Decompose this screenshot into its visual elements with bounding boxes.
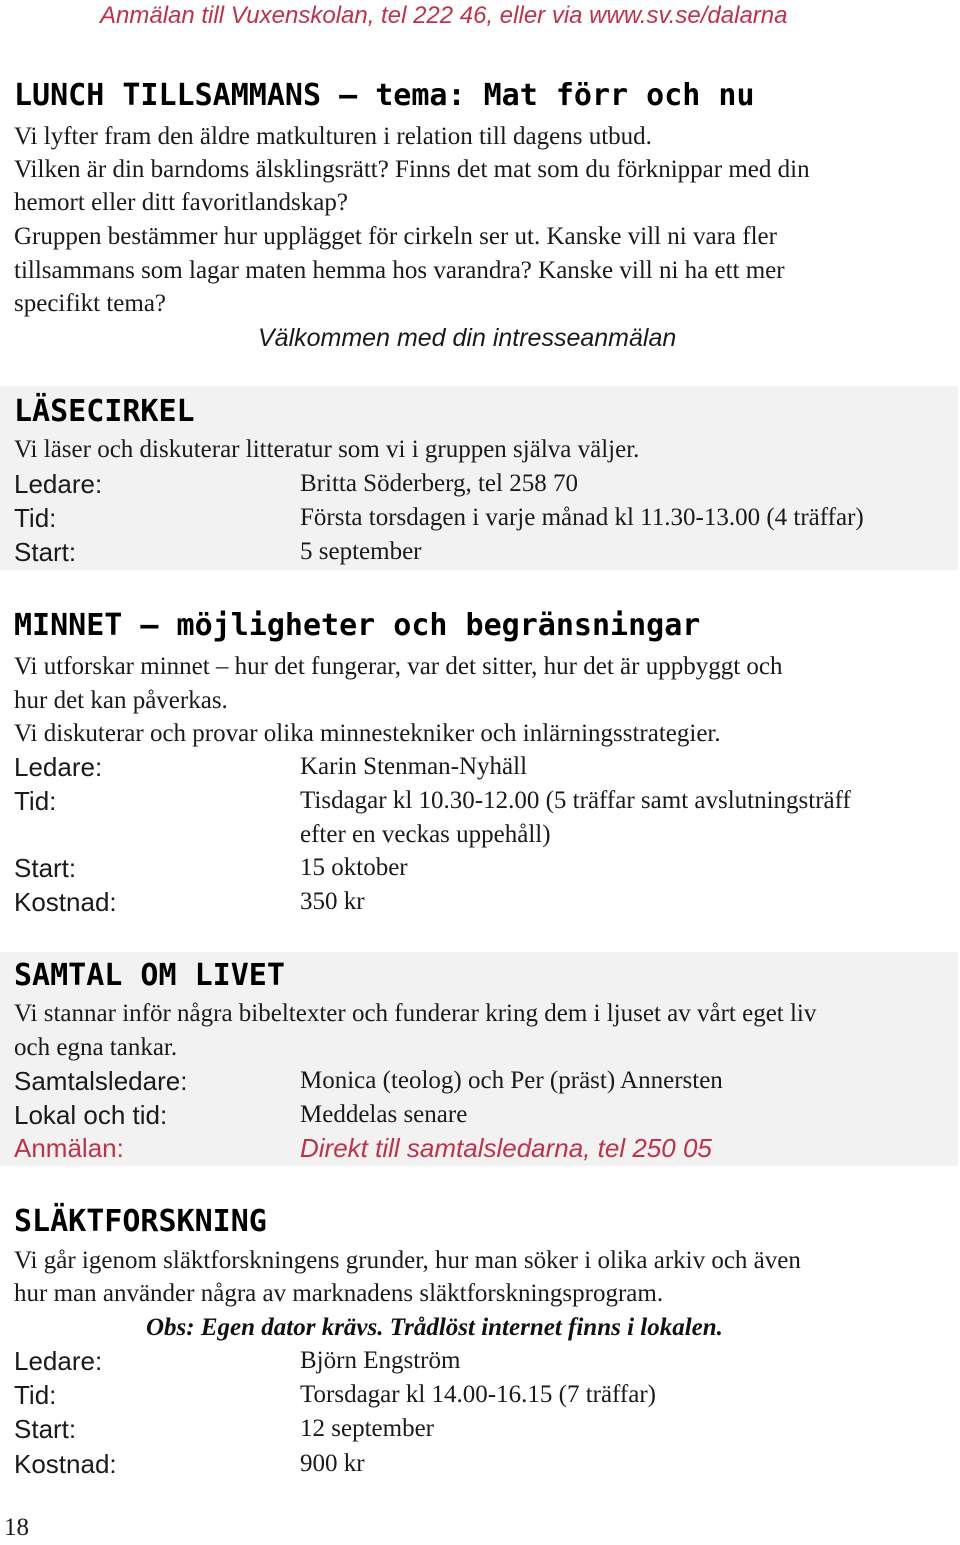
leader-label: Ledare: — [14, 752, 103, 782]
cost-label: Kostnad: — [14, 1449, 117, 1479]
body-line: Gruppen bestämmer hur upplägget för cirkeln ser ut. Kanske vill ni vara fler — [14, 223, 777, 250]
body-line: hur man använder några av marknadens släktforskningsprogram. — [14, 1280, 664, 1307]
time-label: Tid: — [14, 503, 57, 533]
leader-value: Karin Stenman-Nyhäll — [300, 753, 528, 780]
welcome-text: Välkommen med din intresseanmälan — [258, 324, 677, 352]
section-slaktforskning — [0, 1196, 958, 1486]
page-number: 18 — [4, 1514, 29, 1541]
body-line: Vi utforskar minnet – hur det fungerar, var det sitter, hur det är uppbyggt och — [14, 653, 783, 680]
body-line: Vi diskuterar och provar olika minnestekniker och inlärningsstrategier. — [14, 720, 721, 747]
section-minnet — [0, 604, 958, 924]
cost-value: 350 kr — [300, 888, 365, 915]
body-line: hemort eller ditt favoritlandskap? — [14, 189, 348, 216]
start-value: 12 september — [300, 1415, 434, 1442]
body-line: hur det kan påverkas. — [14, 687, 228, 714]
leader-value: Björn Engström — [300, 1347, 461, 1374]
section-lunch — [0, 72, 958, 372]
section-lasecirkel — [0, 386, 958, 570]
requirements-note: Obs: Egen dator krävs. Trådlöst internet finns i lokalen. — [146, 1314, 723, 1341]
time-value-continued: efter en veckas uppehåll) — [300, 821, 551, 848]
section-title: SLÄKTFORSKNING — [14, 1204, 267, 1239]
time-label: Tid: — [14, 1380, 57, 1410]
leader-label: Ledare: — [14, 469, 103, 499]
body-line: specifikt tema? — [14, 290, 167, 317]
time-label: Tid: — [14, 786, 57, 816]
start-value: 5 september — [300, 538, 422, 565]
time-value: Tisdagar kl 10.30-12.00 (5 träffar samt avslutningsträff — [300, 787, 851, 814]
body-line: tillsammans som lagar maten hemma hos varandra? Kanske vill ni ha ett mer — [14, 257, 785, 284]
section-title: LUNCH TILLSAMMANS – tema: Mat förr och nu — [14, 78, 755, 113]
start-label: Start: — [14, 1414, 77, 1444]
discussion-leader-value: Monica (teolog) och Per (präst) Annersten — [300, 1067, 723, 1094]
start-label: Start: — [14, 853, 77, 883]
header-contact-line: Anmälan till Vuxenskolan, tel 222 46, eller via www.sv.se/dalarna — [100, 2, 788, 29]
body-line: Vi går igenom släktforskningens grunder, hur man söker i olika arkiv och även — [14, 1247, 801, 1274]
section-samtal — [0, 952, 958, 1166]
section-title: LÄSECIRKEL — [14, 394, 195, 429]
cost-value: 900 kr — [300, 1450, 365, 1477]
registration-value: Direkt till samtalsledarna, tel 250 05 — [300, 1133, 712, 1163]
time-value: Första torsdagen i varje månad kl 11.30-13.00 (4 träffar) — [300, 504, 864, 531]
cost-label: Kostnad: — [14, 887, 117, 917]
time-value: Torsdagar kl 14.00-16.15 (7 träffar) — [300, 1381, 657, 1408]
body-line: och egna tankar. — [14, 1034, 178, 1061]
venue-time-value: Meddelas senare — [300, 1101, 468, 1128]
section-title: SAMTAL OM LIVET — [14, 958, 285, 993]
body-line: Vilken är din barndoms älsklingsrätt? Finns det mat som du förknippar med din — [14, 156, 810, 183]
body-line: Vi stannar inför några bibeltexter och funderar kring dem i ljuset av vårt eget liv — [14, 1000, 817, 1027]
body-line: Vi läser och diskuterar litteratur som vi i gruppen själva väljer. — [14, 436, 640, 463]
venue-time-label: Lokal och tid: — [14, 1100, 168, 1130]
section-title: MINNET – möjligheter och begränsningar — [14, 608, 701, 643]
body-line: Vi lyfter fram den äldre matkulturen i relation till dagens utbud. — [14, 123, 652, 150]
leader-value: Britta Söderberg, tel 258 70 — [300, 470, 578, 497]
start-value: 15 oktober — [300, 854, 408, 881]
discussion-leader-label: Samtalsledare: — [14, 1066, 188, 1096]
leader-label: Ledare: — [14, 1346, 103, 1376]
start-label: Start: — [14, 537, 77, 567]
registration-label: Anmälan: — [14, 1133, 124, 1163]
